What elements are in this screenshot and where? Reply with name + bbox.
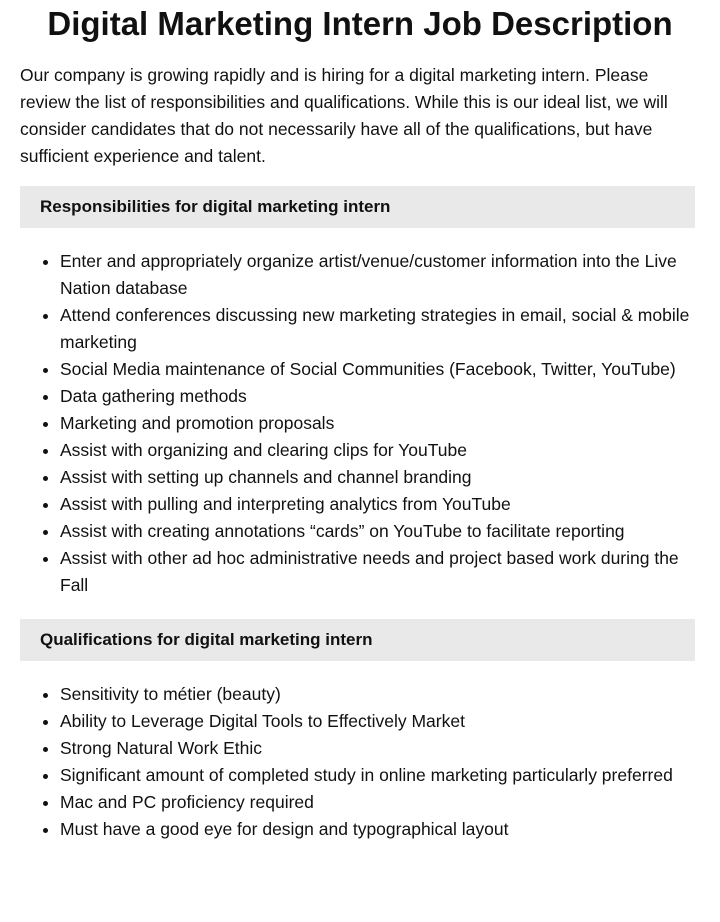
- list-item: • Assist with creating annotations “cards” on YouTube to facilitate reporting: [60, 518, 695, 545]
- list-item: • Ability to Leverage Digital Tools to Effectively Market: [60, 708, 695, 735]
- list-item: • Data gathering methods: [60, 383, 695, 410]
- page-title: Digital Marketing Intern Job Description: [47, 5, 673, 42]
- list-item: • Assist with pulling and interpreting analytics from YouTube: [60, 491, 695, 518]
- list-item: • Must have a good eye for design and typographical layout: [60, 816, 695, 843]
- list-item: • Mac and PC proficiency required: [60, 789, 695, 816]
- qualifications-heading: Qualifications for digital marketing intern: [20, 619, 695, 661]
- list-item: • Assist with other ad hoc administrative needs and project based work during the Fall: [60, 545, 695, 599]
- list-item: • Strong Natural Work Ethic: [60, 735, 695, 762]
- list-item: • Sensitivity to métier (beauty): [60, 681, 695, 708]
- qualifications-list: [20, 681, 695, 843]
- list-item: • Assist with organizing and clearing clips for YouTube: [60, 437, 695, 464]
- list-item: • Assist with setting up channels and channel branding: [60, 464, 695, 491]
- intro-paragraph: Our company is growing rapidly and is hiring for a digital marketing intern. Please review the list of responsibilities and qualifications. While this is our ideal list, we will consider candidates that do not necessarily have all of the qualifications, but have sufficient experience and talent.: [20, 65, 668, 166]
- list-item: • Marketing and promotion proposals: [60, 410, 695, 437]
- responsibilities-heading: Responsibilities for digital marketing intern: [20, 186, 695, 228]
- responsibilities-list: [20, 248, 695, 599]
- list-item: • Attend conferences discussing new marketing strategies in email, social & mobile marketing: [60, 302, 695, 356]
- list-item: • Social Media maintenance of Social Communities (Facebook, Twitter, YouTube): [60, 356, 695, 383]
- list-item: • Significant amount of completed study in online marketing particularly preferred: [60, 762, 695, 789]
- list-item: • Enter and appropriately organize artist/venue/customer information into the Live Nation database: [60, 248, 695, 302]
